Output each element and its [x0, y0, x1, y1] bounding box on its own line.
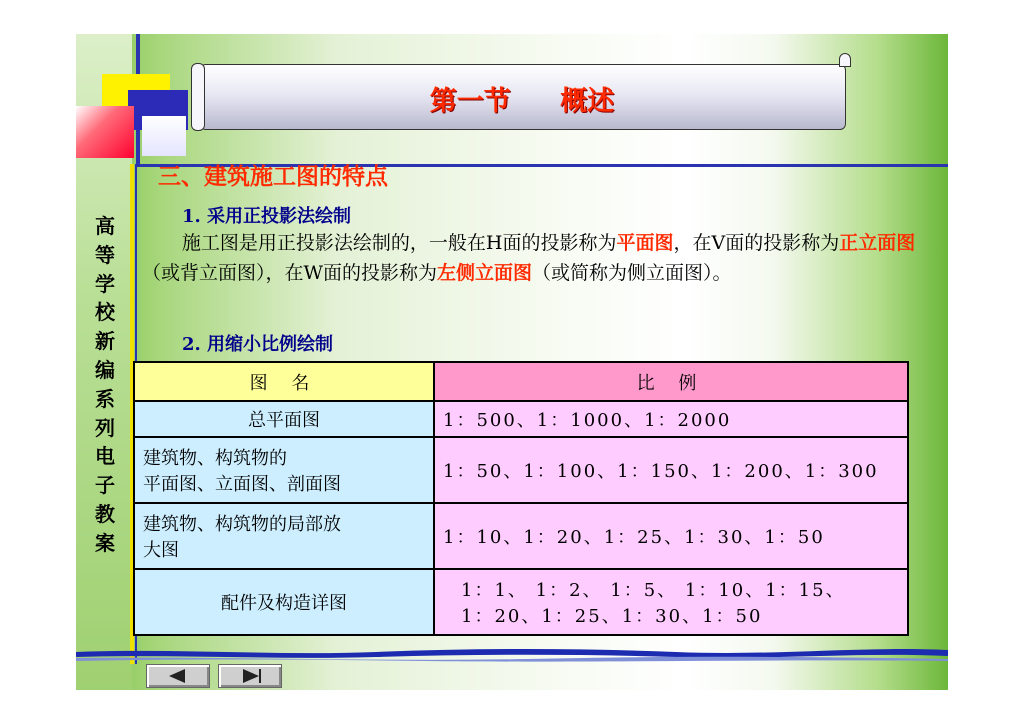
- vertical-char: 编: [95, 357, 115, 382]
- wave-decoration: [76, 640, 948, 664]
- cell-line: 建筑物、构筑物的局部放: [143, 514, 341, 535]
- para-text: （或简称为侧立面图）。: [532, 262, 732, 284]
- table-row: [134, 401, 908, 437]
- cell-ratio: 1：500、1：1000、1：2000: [434, 401, 908, 437]
- cell-name: 配件及构造详图: [134, 569, 434, 635]
- vertical-char: 高: [95, 214, 115, 238]
- title-scroll: [198, 64, 846, 130]
- vertical-char: 新: [95, 329, 115, 354]
- term-front-elevation: 正立面图: [839, 232, 916, 254]
- para-text: ，在V面的投影称为: [673, 232, 840, 254]
- header-cell-name: 图 名: [134, 362, 434, 401]
- deco-square-white: [142, 116, 186, 156]
- table-header-row: [134, 362, 908, 401]
- cell-ratio: 1：10、1：20、1：25、1：30、1：50: [434, 503, 908, 569]
- vertical-char: 电: [95, 444, 115, 469]
- table-row: [134, 503, 908, 569]
- vertical-series-title: [90, 212, 120, 558]
- section-title: 三、建筑施工图的特点: [158, 163, 388, 190]
- cell-line: 1：20、1：25、1：30、1：50: [461, 606, 763, 627]
- vertical-char: 教: [95, 501, 115, 526]
- header-cell-ratio: 比 例: [434, 362, 908, 401]
- table-row: [134, 569, 908, 635]
- next-button[interactable]: [218, 664, 282, 688]
- slide: [76, 34, 948, 690]
- next-arrow-icon: [219, 665, 281, 687]
- cell-name: [134, 503, 434, 569]
- cell-ratio: [434, 569, 908, 635]
- vertical-char: 等: [95, 242, 115, 267]
- para-text: （或背立面图），在W面的投影称为: [142, 262, 438, 284]
- cell-name: [134, 437, 434, 503]
- cell-line: 平面图、立面图、剖面图: [143, 474, 341, 495]
- subheading-1: 1. 采用正投影法绘制: [182, 206, 352, 227]
- prev-button[interactable]: [146, 664, 210, 688]
- cell-line: 大图: [143, 540, 179, 561]
- cell-line: 1：1、 1：2、 1：5、 1：10、1：15、: [461, 580, 846, 601]
- vertical-char: 系: [95, 386, 115, 411]
- page-title: 第一节 概述: [429, 86, 615, 117]
- prev-arrow-icon: [147, 665, 209, 687]
- vertical-char: 子: [95, 473, 115, 498]
- para-text: 施工图是用正投影法绘制的，一般在H面的投影称为: [181, 232, 617, 254]
- paragraph: [142, 228, 938, 288]
- deco-square-red: [76, 106, 134, 158]
- vertical-char: 校: [95, 300, 115, 325]
- subheading-2: 2. 用缩小比例绘制: [182, 334, 334, 355]
- vertical-char: 列: [95, 415, 115, 440]
- term-plan: 平面图: [616, 232, 674, 254]
- vertical-char: 案: [95, 530, 115, 555]
- cell-name: 总平面图: [134, 401, 434, 437]
- cell-line: 建筑物、构筑物的: [143, 448, 287, 469]
- term-left-elevation: 左侧立面图: [437, 262, 533, 284]
- scale-table: [133, 361, 909, 636]
- cell-ratio: 1：50、1：100、1：150、1：200、1：300: [434, 437, 908, 503]
- vertical-char: 学: [95, 271, 115, 296]
- table-row: [134, 437, 908, 503]
